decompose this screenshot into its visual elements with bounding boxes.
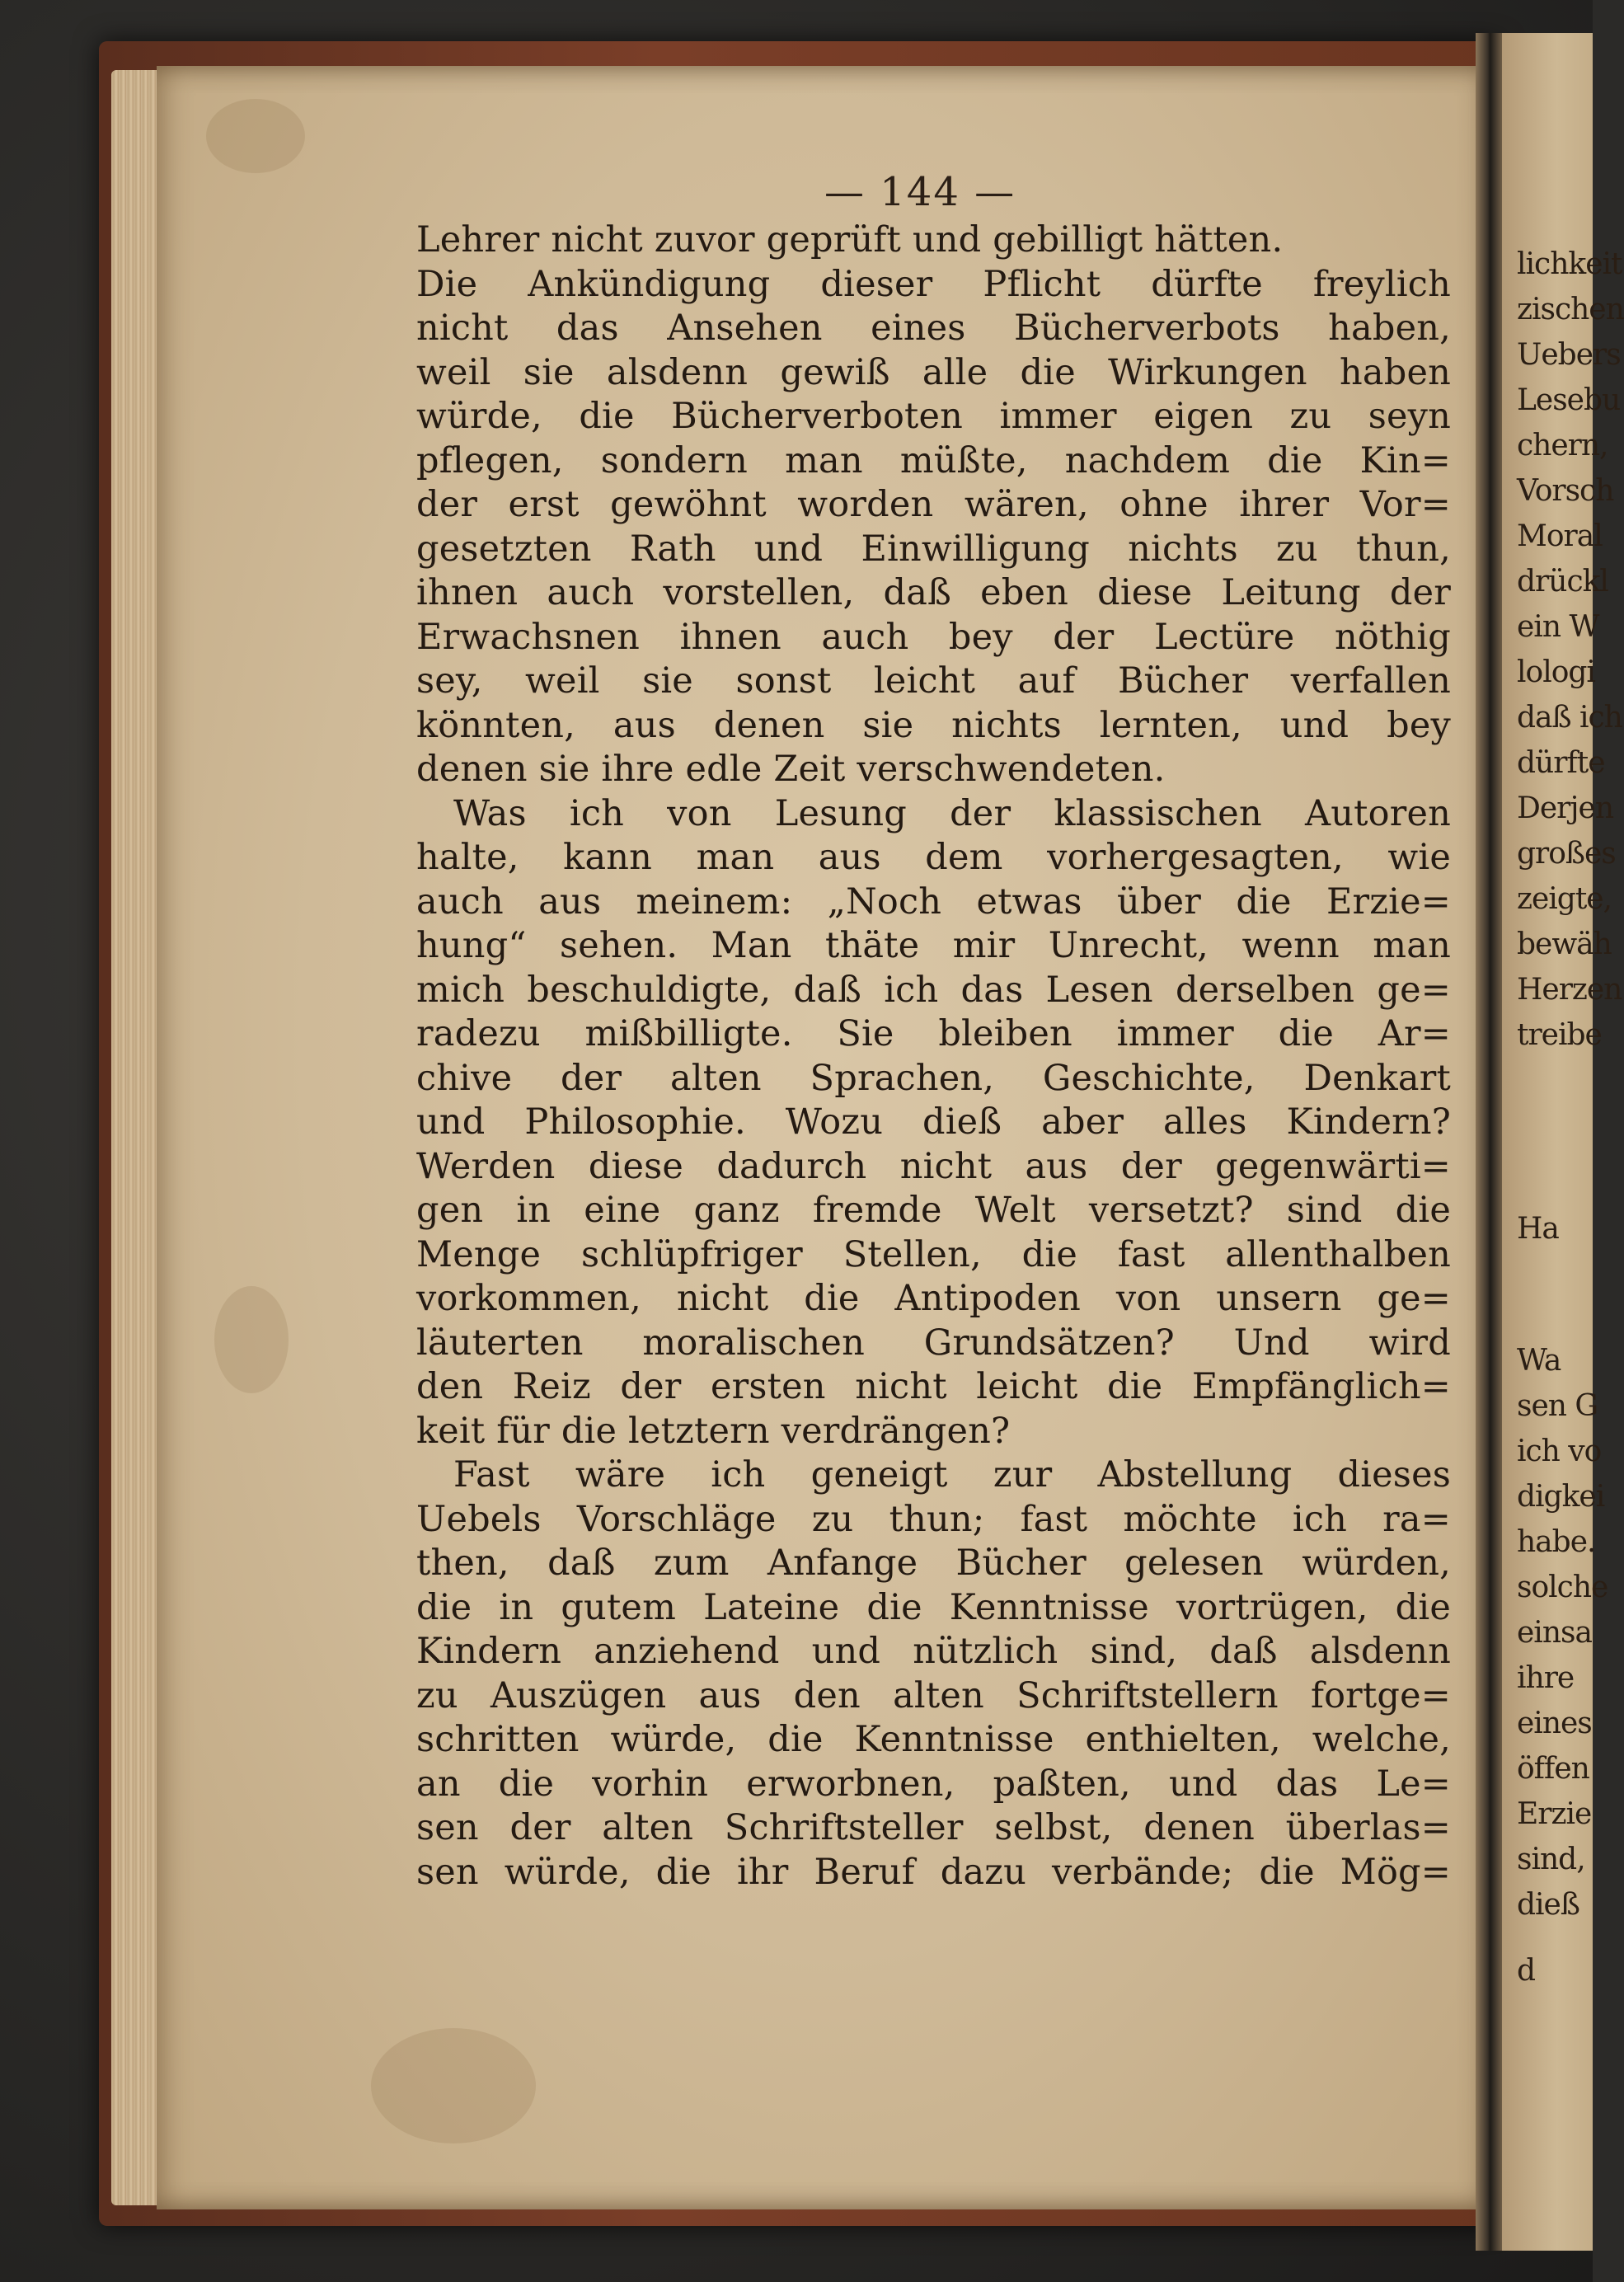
text-line: sen der alten Schriftsteller selbst, denen überlas= bbox=[416, 1807, 1451, 1848]
next-page-fragment: chern, bbox=[1517, 429, 1608, 463]
text-line: den Reiz der ersten nicht leicht die Empfänglich= bbox=[416, 1366, 1451, 1407]
text-line: an die vorhin erworbnen, paßten, und das Le= bbox=[416, 1763, 1451, 1805]
text-line: keit für die letztern verdrängen? bbox=[416, 1410, 1011, 1452]
text-line: weil sie alsdenn gewiß alle die Wirkungen haben bbox=[416, 351, 1451, 393]
page-number: — 144 — bbox=[824, 169, 1016, 215]
paper-stain bbox=[371, 2028, 536, 2143]
next-page-fragment: lichkeit bbox=[1517, 247, 1622, 281]
text-line: Lehrer nicht zuvor geprüft und gebilligt hätten. bbox=[416, 219, 1284, 261]
book-gutter bbox=[1476, 33, 1502, 2251]
next-page-fragment: ihre bbox=[1517, 1661, 1575, 1695]
next-page-fragment: Moral bbox=[1517, 519, 1603, 553]
next-page-fragment: solche bbox=[1517, 1571, 1608, 1604]
text-line: radezu mißbilligte. Sie bleiben immer die Ar= bbox=[416, 1013, 1451, 1054]
text-line: Uebels Vorschläge zu thun; fast möchte ich ra= bbox=[416, 1498, 1451, 1540]
text-line: nicht das Ansehen eines Bücherverbots haben, bbox=[416, 308, 1451, 349]
text-line: then, daß zum Anfange Bücher gelesen würden, bbox=[416, 1542, 1451, 1584]
next-page-fragment: Derjen bbox=[1517, 791, 1614, 825]
text-line: Was ich von Lesung der klassischen Autoren bbox=[453, 792, 1451, 834]
next-page-fragment: dieß bbox=[1517, 1888, 1579, 1922]
text-line: denen sie ihre edle Zeit verschwendeten. bbox=[416, 749, 1166, 790]
next-page-fragment: großes bbox=[1517, 837, 1616, 871]
text-line: gen in eine ganz fremde Welt versetzt? sind die bbox=[416, 1190, 1451, 1231]
next-page-fragment: eines bbox=[1517, 1707, 1592, 1740]
next-page-fragment: d bbox=[1517, 1954, 1536, 1988]
next-page-fragment: sind, bbox=[1517, 1843, 1585, 1876]
text-line: könnten, aus denen sie nichts lernten, und bey bbox=[416, 704, 1451, 746]
next-page-fragment: ein W bbox=[1517, 610, 1599, 644]
next-page-fragment: Herzen bbox=[1517, 973, 1622, 1007]
text-line: Menge schlüpfriger Stellen, die fast allenthalben bbox=[416, 1233, 1451, 1275]
text-line: auch aus meinem: „Noch etwas über die Erzie= bbox=[416, 880, 1451, 923]
text-line: Werden diese dadurch nicht aus der gegenwärti= bbox=[416, 1145, 1451, 1187]
next-page-fragment: dürfte bbox=[1517, 746, 1605, 780]
text-line: Die Ankündigung dieser Pflicht dürfte freylich bbox=[416, 263, 1451, 305]
next-page-fragment: sen G bbox=[1517, 1389, 1598, 1423]
text-line: pflegen, sondern man müßte, nachdem die Kin= bbox=[416, 439, 1451, 481]
page-body-text bbox=[416, 218, 1451, 1895]
text-line: und Philosophie. Wozu dieß aber alles Kindern? bbox=[416, 1101, 1451, 1143]
next-page-fragment: bewäh bbox=[1517, 927, 1612, 961]
text-line: würde, die Bücherverboten immer eigen zu seyn bbox=[416, 396, 1451, 437]
next-page-fragment: lologi bbox=[1517, 655, 1595, 689]
next-page-fragment: treibe bbox=[1517, 1018, 1602, 1052]
next-page-fragment: Lesebu bbox=[1517, 383, 1621, 417]
text-line: der erst gewöhnt worden wären, ohne ihrer Vor= bbox=[416, 484, 1451, 525]
next-page-fragment: zischen bbox=[1517, 293, 1624, 326]
next-page-fragment: Wa bbox=[1517, 1344, 1561, 1378]
text-line: vorkommen, nicht die Antipoden von unsern ge= bbox=[416, 1278, 1451, 1319]
text-line: sen würde, die ihr Beruf dazu verbände; die Mög= bbox=[416, 1851, 1451, 1893]
text-line: ihnen auch vorstellen, daß eben diese Leitung der bbox=[416, 572, 1451, 613]
next-page-fragment: Uebers bbox=[1517, 338, 1621, 372]
text-line: halte, kann man aus dem vorhergesagten, wie bbox=[416, 837, 1451, 878]
next-page-fragment: öffen bbox=[1517, 1752, 1589, 1786]
text-line: die in gutem Lateine die Kenntnisse vortrügen, die bbox=[416, 1586, 1451, 1628]
next-page-fragment: einsa bbox=[1517, 1616, 1592, 1650]
next-page-fragment: ich vo bbox=[1517, 1434, 1602, 1468]
paper-stain bbox=[206, 99, 305, 173]
text-line: Kindern anziehend und nützlich sind, daß alsdenn bbox=[416, 1631, 1451, 1672]
next-page-fragment: digkei bbox=[1517, 1480, 1605, 1514]
next-page-fragment: Vorsch bbox=[1517, 474, 1614, 508]
text-line: Erwachsnen ihnen auch bey der Lectüre nöthig bbox=[416, 616, 1451, 658]
text-line: gesetzten Rath und Einwilligung nichts zu thun, bbox=[416, 528, 1451, 570]
next-page-fragment: drückl bbox=[1517, 565, 1608, 599]
text-line: hung“ sehen. Man thäte mir Unrecht, wenn man bbox=[416, 925, 1451, 966]
text-line: Fast wäre ich geneigt zur Abstellung dieses bbox=[453, 1454, 1451, 1496]
paper-stain bbox=[214, 1286, 289, 1393]
next-page-fragment: Ha bbox=[1517, 1212, 1559, 1246]
next-page-fragment: zeigte, bbox=[1517, 882, 1612, 916]
text-line: sey, weil sie sonst leicht auf Bücher verfallen bbox=[416, 660, 1451, 702]
text-line: mich beschuldigte, daß ich das Lesen derselben ge= bbox=[416, 969, 1451, 1011]
book-page-right-fragment bbox=[1502, 33, 1624, 2251]
text-line: chive der alten Sprachen, Geschichte, Denkart bbox=[416, 1057, 1451, 1099]
next-page-fragment: Erzie bbox=[1517, 1797, 1592, 1831]
text-line: zu Auszügen aus den alten Schriftstellern fortge= bbox=[416, 1674, 1451, 1716]
text-line: schritten würde, die Kenntnisse enthielten, welche, bbox=[416, 1719, 1451, 1760]
text-line: läuterten moralischen Grundsätzen? Und wird bbox=[416, 1322, 1451, 1364]
next-page-fragment: daß ich bbox=[1517, 701, 1622, 735]
next-page-fragment: habe. bbox=[1517, 1525, 1596, 1559]
